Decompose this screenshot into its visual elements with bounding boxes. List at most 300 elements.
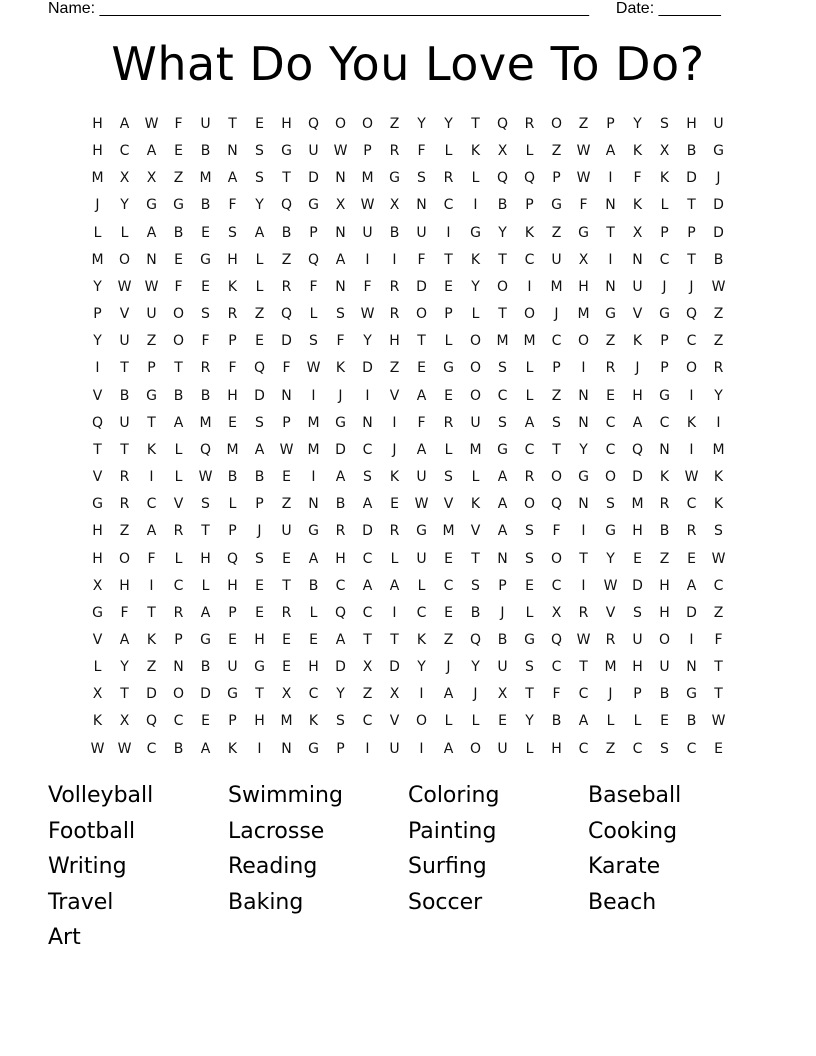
grid-letter: J [716, 170, 721, 187]
grid-letter: S [255, 550, 264, 567]
grid-letter: W [684, 469, 699, 486]
grid-letter: F [174, 278, 183, 295]
grid-letter: G [659, 306, 670, 323]
grid-letter: A [254, 224, 265, 241]
grid-letter: P [255, 496, 264, 513]
grid-letter: T [525, 686, 534, 703]
grid-letter: H [254, 631, 265, 648]
grid-letter: G [281, 143, 292, 160]
grid-letter: S [201, 496, 210, 513]
grid-letter: O [523, 496, 536, 513]
grid-letter: L [525, 143, 534, 160]
word-bank-item: Football [48, 818, 136, 844]
grid-letter: A [146, 523, 157, 540]
grid-letter: Y [525, 713, 534, 730]
grid-letter: U [119, 414, 130, 431]
grid-letter: G [443, 360, 454, 377]
grid-letter: J [473, 686, 478, 703]
grid-letter: E [525, 577, 534, 594]
grid-letter: O [118, 251, 131, 268]
grid-letter: Y [120, 197, 129, 214]
grid-letter: O [550, 550, 563, 567]
grid-letter: B [659, 686, 670, 703]
name-field-label: Name: _______________________________________________________ [48, 0, 589, 17]
grid-letter: L [633, 713, 642, 730]
grid-letter: P [444, 306, 453, 323]
grid-letter: T [120, 686, 129, 703]
grid-letter: P [228, 523, 237, 540]
grid-letter: P [687, 224, 696, 241]
grid-letter: R [173, 523, 184, 540]
grid-letter: C [362, 604, 373, 621]
grid-letter: X [119, 170, 130, 187]
grid-row [84, 383, 732, 410]
grid-letter: I [311, 387, 316, 404]
grid-letter: Z [605, 333, 616, 350]
grid-letter: E [498, 713, 507, 730]
grid-letter: P [660, 360, 669, 377]
grid-letter: C [686, 740, 697, 757]
grid-letter: E [282, 659, 291, 676]
grid-letter: K [92, 713, 103, 730]
word-bank-item: Painting [408, 818, 497, 844]
grid-letter: A [497, 523, 508, 540]
grid-letter: R [281, 278, 292, 295]
grid-letter: F [417, 143, 426, 160]
grid-letter: F [417, 414, 426, 431]
grid-letter: R [713, 360, 724, 377]
grid-letter: B [497, 197, 508, 214]
grid-letter: I [365, 740, 370, 757]
grid-letter: L [93, 659, 102, 676]
word-bank-item: Surfing [408, 854, 487, 880]
grid-letter: P [228, 604, 237, 621]
grid-letter: W [711, 713, 726, 730]
grid-letter: G [686, 686, 697, 703]
grid-letter: N [659, 441, 670, 458]
grid-letter: Z [389, 360, 400, 377]
grid-letter: G [497, 441, 508, 458]
grid-letter: D [362, 360, 373, 377]
grid-letter: D [389, 659, 400, 676]
grid-letter: K [146, 441, 157, 458]
grid-letter: F [228, 360, 237, 377]
grid-letter: N [578, 496, 589, 513]
grid-letter: X [578, 251, 589, 268]
grid-letter: U [497, 659, 508, 676]
grid-letter: K [659, 170, 670, 187]
grid-letter: P [309, 224, 318, 241]
grid-letter: E [282, 550, 291, 567]
grid-letter: P [633, 686, 642, 703]
grid-letter: B [200, 659, 211, 676]
grid-letter: G [470, 224, 481, 241]
grid-letter: U [470, 414, 481, 431]
grid-letter: K [632, 333, 643, 350]
grid-letter: L [174, 469, 183, 486]
grid-letter: G [578, 224, 589, 241]
grid-letter: L [471, 306, 480, 323]
grid-letter: B [227, 469, 238, 486]
grid-letter: F [174, 116, 183, 132]
grid-letter: O [577, 333, 590, 350]
grid-letter: H [119, 577, 130, 594]
grid-letter: W [711, 550, 726, 567]
grid-letter: L [174, 441, 183, 458]
grid-letter: U [416, 550, 427, 567]
grid-letter: M [442, 523, 455, 540]
word-bank-item: Soccer [408, 889, 483, 915]
grid-letter: G [578, 469, 589, 486]
grid-letter: Z [551, 224, 562, 241]
grid-letter: K [335, 360, 346, 377]
grid-letter: O [334, 116, 347, 132]
grid-letter: O [415, 306, 428, 323]
grid-letter: M [307, 441, 320, 458]
grid-letter: P [336, 740, 345, 757]
grid-letter: P [363, 143, 372, 160]
grid-letter: L [471, 713, 480, 730]
grid-letter: I [608, 170, 613, 187]
grid-letter: C [173, 577, 184, 594]
grid-letter: U [659, 659, 670, 676]
grid-letter: P [552, 360, 561, 377]
grid-letter: B [173, 224, 184, 241]
grid-letter: M [469, 441, 482, 458]
grid-letter: J [554, 306, 559, 323]
grid-letter: H [389, 333, 400, 350]
grid-letter: L [201, 577, 210, 594]
grid-letter: C [524, 441, 535, 458]
grid-letter: T [390, 631, 399, 648]
grid-letter: C [497, 387, 508, 404]
grid-letter: T [579, 659, 588, 676]
grid-letter: R [443, 414, 454, 431]
grid-letter: C [578, 740, 589, 757]
grid-letter: U [362, 224, 373, 241]
grid-letter: J [500, 604, 505, 621]
grid-letter: I [311, 469, 316, 486]
grid-letter: C [443, 197, 454, 214]
grid-row [84, 247, 732, 274]
grid-letter: W [144, 116, 159, 132]
grid-letter: W [117, 740, 132, 757]
grid-letter: V [92, 387, 103, 404]
grid-row [84, 546, 732, 573]
grid-letter: S [471, 577, 480, 594]
grid-letter: S [633, 604, 642, 621]
grid-letter: H [659, 577, 670, 594]
grid-letter: C [308, 686, 319, 703]
grid-letter: E [201, 713, 210, 730]
grid-letter: R [119, 469, 130, 486]
grid-letter: S [525, 550, 534, 567]
grid-letter: E [282, 631, 291, 648]
grid-letter: L [471, 469, 480, 486]
grid-letter: Y [444, 116, 453, 132]
grid-letter: I [446, 224, 451, 241]
grid-row [84, 301, 732, 328]
grid-letter: D [713, 197, 724, 214]
grid-letter: V [443, 496, 454, 513]
grid-letter: A [497, 469, 508, 486]
grid-letter: N [146, 251, 157, 268]
grid-letter: I [257, 740, 262, 757]
grid-letter: U [308, 143, 319, 160]
grid-letter: I [365, 387, 370, 404]
grid-row [84, 491, 732, 518]
grid-letter: N [335, 224, 346, 241]
grid-letter: U [281, 523, 292, 540]
grid-letter: O [523, 306, 536, 323]
grid-letter: K [659, 469, 670, 486]
grid-letter: I [149, 577, 154, 594]
grid-letter: P [93, 306, 102, 323]
grid-letter: C [605, 414, 616, 431]
grid-letter: D [416, 278, 427, 295]
grid-letter: M [631, 496, 644, 513]
grid-letter: C [551, 333, 562, 350]
grid-letter: W [306, 360, 321, 377]
grid-letter: B [281, 224, 292, 241]
grid-letter: C [578, 686, 589, 703]
grid-letter: O [550, 116, 563, 132]
word-bank-item: Baking [228, 889, 304, 915]
grid-letter: W [711, 278, 726, 295]
grid-letter: K [470, 143, 481, 160]
word-search-grid [84, 111, 732, 763]
grid-letter: W [198, 469, 213, 486]
grid-letter: K [470, 496, 481, 513]
grid-letter: G [308, 197, 319, 214]
grid-letter: F [579, 197, 588, 214]
grid-letter: D [335, 659, 346, 676]
grid-letter: I [608, 251, 613, 268]
grid-letter: H [92, 143, 103, 160]
grid-letter: G [200, 631, 211, 648]
grid-letter: A [389, 577, 400, 594]
grid-letter: T [147, 414, 156, 431]
grid-letter: N [308, 496, 319, 513]
grid-letter: W [360, 306, 375, 323]
grid-letter: X [497, 143, 508, 160]
grid-letter: I [392, 251, 397, 268]
word-bank-item: Reading [228, 854, 318, 880]
grid-letter: H [659, 604, 670, 621]
grid-letter: E [201, 278, 210, 295]
grid-letter: O [469, 387, 482, 404]
grid-letter: D [686, 170, 697, 187]
grid-letter: E [417, 360, 426, 377]
grid-letter: Q [469, 631, 482, 648]
grid-letter: M [226, 441, 239, 458]
grid-letter: Y [606, 550, 615, 567]
grid-letter: C [524, 251, 535, 268]
grid-letter: Y [471, 278, 480, 295]
grid-letter: V [92, 631, 103, 648]
grid-letter: T [552, 441, 561, 458]
grid-letter: R [281, 604, 292, 621]
grid-letter: I [689, 387, 694, 404]
grid-letter: X [659, 143, 670, 160]
grid-letter: T [120, 360, 129, 377]
grid-letter: I [392, 414, 397, 431]
grid-letter: D [281, 333, 292, 350]
grid-letter: U [416, 224, 427, 241]
grid-letter: M [91, 170, 104, 187]
grid-letter: Q [550, 496, 563, 513]
grid-letter: R [686, 523, 697, 540]
grid-letter: K [713, 496, 724, 513]
grid-letter: Z [659, 550, 670, 567]
grid-letter: E [174, 143, 183, 160]
grid-row [84, 220, 732, 247]
grid-letter: C [119, 143, 130, 160]
grid-letter: X [389, 197, 400, 214]
grid-letter: Q [199, 441, 212, 458]
grid-letter: E [687, 550, 696, 567]
grid-letter: I [581, 360, 586, 377]
grid-letter: B [659, 523, 670, 540]
word-bank-item: Coloring [408, 783, 500, 808]
grid-letter: U [416, 469, 427, 486]
grid-letter: D [254, 387, 265, 404]
grid-letter: Z [605, 740, 616, 757]
grid-letter: Z [281, 251, 292, 268]
grid-letter: T [93, 441, 102, 458]
grid-letter: H [335, 550, 346, 567]
grid-letter: Q [496, 170, 509, 187]
grid-row [84, 274, 732, 301]
word-bank-item: Art [48, 925, 81, 951]
grid-letter: O [496, 278, 509, 295]
grid-letter: Y [120, 659, 129, 676]
grid-letter: Q [685, 306, 698, 323]
grid-letter: F [633, 170, 642, 187]
grid-letter: T [282, 577, 291, 594]
grid-letter: O [604, 469, 617, 486]
grid-letter: Z [146, 659, 157, 676]
grid-letter: A [200, 604, 211, 621]
grid-letter: H [686, 116, 697, 132]
grid-letter: L [93, 224, 102, 241]
grid-letter: A [335, 251, 346, 268]
grid-letter: M [523, 333, 536, 350]
grid-letter: F [147, 550, 156, 567]
grid-letter: F [120, 604, 129, 621]
grid-letter: B [254, 469, 265, 486]
grid-letter: L [255, 251, 264, 268]
grid-letter: E [444, 604, 453, 621]
grid-letter: Z [551, 143, 562, 160]
grid-letter: N [605, 278, 616, 295]
grid-letter: C [605, 441, 616, 458]
grid-letter: C [551, 577, 562, 594]
grid-row [84, 654, 732, 681]
grid-letter: M [199, 170, 212, 187]
grid-letter: A [146, 143, 157, 160]
grid-letter: I [95, 360, 100, 377]
grid-letter: O [550, 469, 563, 486]
grid-letter: A [119, 631, 130, 648]
grid-letter: C [362, 441, 373, 458]
grid-letter: N [686, 659, 697, 676]
grid-letter: L [255, 278, 264, 295]
grid-letter: A [443, 740, 454, 757]
grid-letter: S [336, 713, 345, 730]
word-bank-item: Writing [48, 854, 127, 880]
grid-letter: F [714, 631, 723, 648]
grid-letter: M [280, 713, 293, 730]
grid-letter: Z [551, 387, 562, 404]
word-bank-item: Baseball [588, 783, 682, 808]
grid-letter: B [686, 143, 697, 160]
grid-letter: U [713, 116, 724, 132]
grid-letter: N [335, 170, 346, 187]
grid-letter: H [227, 387, 238, 404]
grid-letter: I [419, 740, 424, 757]
grid-letter: G [308, 740, 319, 757]
grid-letter: S [255, 414, 264, 431]
grid-letter: M [496, 333, 509, 350]
grid-letter: B [200, 387, 211, 404]
grid-letter: K [146, 631, 157, 648]
grid-letter: A [254, 441, 265, 458]
grid-letter: P [606, 116, 615, 132]
grid-letter: N [362, 414, 373, 431]
grid-letter: H [92, 550, 103, 567]
grid-letter: X [119, 713, 130, 730]
grid-letter: R [524, 116, 535, 132]
grid-row [84, 437, 732, 464]
grid-letter: S [660, 740, 669, 757]
grid-letter: W [90, 740, 105, 757]
grid-letter: B [173, 387, 184, 404]
grid-letter: Q [280, 306, 293, 323]
grid-letter: S [444, 469, 453, 486]
grid-letter: C [416, 604, 427, 621]
grid-letter: Z [713, 333, 724, 350]
grid-letter: K [389, 469, 400, 486]
grid-letter: P [282, 414, 291, 431]
grid-row [84, 518, 732, 545]
grid-letter: R [605, 631, 616, 648]
grid-letter: Q [307, 251, 320, 268]
grid-letter: R [578, 604, 589, 621]
grid-letter: Z [443, 631, 454, 648]
grid-letter: N [281, 387, 292, 404]
grid-letter: C [659, 414, 670, 431]
grid-letter: V [119, 306, 130, 323]
grid-letter: Q [307, 116, 320, 132]
grid-letter: F [552, 523, 561, 540]
grid-letter: B [497, 631, 508, 648]
grid-letter: U [632, 278, 643, 295]
grid-letter: H [632, 523, 643, 540]
grid-letter: C [362, 713, 373, 730]
grid-letter: N [173, 659, 184, 676]
date-field-label: Date: _______ [615, 0, 721, 17]
grid-letter: H [254, 713, 265, 730]
grid-letter: A [578, 713, 589, 730]
grid-letter: G [551, 197, 562, 214]
grid-letter: A [497, 496, 508, 513]
grid-letter: F [417, 251, 426, 268]
grid-letter: J [446, 659, 451, 676]
grid-row [84, 111, 732, 138]
grid-letter: D [308, 170, 319, 187]
grid-letter: A [605, 143, 616, 160]
